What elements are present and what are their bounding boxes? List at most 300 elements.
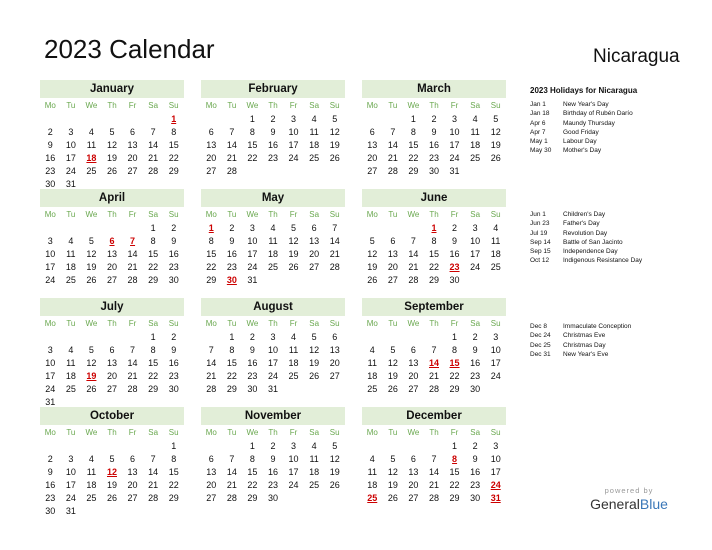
day-cell[interactable]: 29 (148, 275, 159, 285)
day-cell[interactable]: 23 (168, 262, 179, 272)
day-cell[interactable]: 16 (449, 249, 460, 259)
day-cell[interactable]: 25 (86, 166, 97, 176)
day-cell[interactable]: 26 (387, 493, 398, 503)
holiday-day-cell[interactable]: 15 (449, 358, 460, 368)
day-cell[interactable]: 15 (247, 467, 258, 477)
day-cell[interactable]: 15 (408, 140, 419, 150)
day-cell[interactable]: 8 (150, 345, 156, 355)
day-cell[interactable]: 20 (106, 262, 117, 272)
day-cell[interactable]: 20 (408, 480, 419, 490)
day-cell[interactable]: 18 (309, 467, 320, 477)
day-cell[interactable]: 12 (86, 249, 97, 259)
day-cell[interactable]: 23 (428, 153, 439, 163)
day-cell[interactable]: 11 (491, 236, 501, 246)
day-cell[interactable]: 18 (470, 140, 481, 150)
day-cell[interactable]: 28 (206, 384, 217, 394)
day-cell[interactable]: 23 (470, 371, 481, 381)
day-cell[interactable]: 30 (267, 493, 278, 503)
day-cell[interactable]: 4 (68, 236, 74, 246)
day-cell[interactable]: 19 (309, 358, 320, 368)
day-cell[interactable]: 4 (493, 223, 499, 233)
day-cell[interactable]: 23 (247, 371, 258, 381)
day-cell[interactable]: 5 (88, 345, 94, 355)
day-cell[interactable]: 3 (493, 441, 499, 451)
day-cell[interactable]: 30 (45, 506, 56, 516)
holiday-day-cell[interactable]: 14 (428, 358, 439, 368)
day-cell[interactable]: 26 (387, 384, 398, 394)
day-cell[interactable]: 10 (65, 467, 76, 477)
day-cell[interactable]: 28 (428, 493, 439, 503)
day-cell[interactable]: 17 (247, 249, 258, 259)
day-cell[interactable]: 23 (267, 153, 278, 163)
day-cell[interactable]: 24 (45, 275, 56, 285)
day-cell[interactable]: 23 (267, 480, 278, 490)
day-cell[interactable]: 8 (249, 454, 255, 464)
day-cell[interactable]: 15 (148, 249, 159, 259)
day-cell[interactable]: 5 (369, 236, 375, 246)
day-cell[interactable]: 27 (387, 275, 398, 285)
day-cell[interactable]: 11 (288, 345, 299, 355)
day-cell[interactable]: 9 (472, 454, 478, 464)
day-cell[interactable]: 3 (493, 332, 499, 342)
day-cell[interactable]: 24 (45, 384, 56, 394)
day-cell[interactable]: 3 (68, 454, 74, 464)
day-cell[interactable]: 28 (148, 493, 159, 503)
day-cell[interactable]: 26 (106, 166, 117, 176)
day-cell[interactable]: 5 (332, 114, 338, 124)
day-cell[interactable]: 26 (106, 493, 117, 503)
day-cell[interactable]: 2 (229, 223, 235, 233)
day-cell[interactable]: 15 (168, 467, 179, 477)
day-cell[interactable]: 19 (329, 140, 340, 150)
day-cell[interactable]: 29 (408, 166, 419, 176)
day-cell[interactable]: 20 (329, 358, 340, 368)
day-cell[interactable]: 13 (127, 140, 138, 150)
day-cell[interactable]: 22 (449, 371, 460, 381)
day-cell[interactable]: 21 (148, 153, 159, 163)
day-cell[interactable]: 27 (206, 166, 217, 176)
day-cell[interactable]: 2 (452, 223, 458, 233)
day-cell[interactable]: 12 (329, 454, 340, 464)
day-cell[interactable]: 26 (288, 262, 299, 272)
day-cell[interactable]: 1 (150, 223, 156, 233)
day-cell[interactable]: 5 (88, 236, 94, 246)
day-cell[interactable]: 6 (130, 127, 136, 137)
day-cell[interactable]: 27 (106, 384, 117, 394)
day-cell[interactable]: 25 (367, 384, 378, 394)
day-cell[interactable]: 7 (431, 345, 437, 355)
day-cell[interactable]: 31 (267, 384, 278, 394)
day-cell[interactable]: 24 (65, 166, 76, 176)
day-cell[interactable]: 4 (68, 345, 74, 355)
day-cell[interactable]: 31 (65, 179, 76, 189)
day-cell[interactable]: 29 (449, 384, 460, 394)
day-cell[interactable]: 6 (208, 127, 214, 137)
day-cell[interactable]: 23 (45, 493, 56, 503)
day-cell[interactable]: 21 (127, 262, 138, 272)
day-cell[interactable]: 20 (127, 480, 138, 490)
day-cell[interactable]: 12 (288, 236, 299, 246)
day-cell[interactable]: 25 (65, 384, 76, 394)
day-cell[interactable]: 12 (387, 467, 398, 477)
day-cell[interactable]: 16 (168, 358, 179, 368)
day-cell[interactable]: 31 (449, 166, 460, 176)
holiday-day-cell[interactable]: 31 (490, 493, 501, 503)
day-cell[interactable]: 7 (332, 223, 338, 233)
day-cell[interactable]: 16 (267, 467, 278, 477)
day-cell[interactable]: 24 (288, 480, 299, 490)
day-cell[interactable]: 5 (291, 223, 297, 233)
day-cell[interactable]: 22 (449, 480, 460, 490)
day-cell[interactable]: 24 (470, 262, 481, 272)
holiday-day-cell[interactable]: 23 (449, 262, 460, 272)
holiday-day-cell[interactable]: 24 (490, 480, 501, 490)
day-cell[interactable]: 6 (410, 345, 416, 355)
day-cell[interactable]: 3 (472, 223, 478, 233)
day-cell[interactable]: 17 (288, 467, 299, 477)
day-cell[interactable]: 19 (387, 480, 398, 490)
day-cell[interactable]: 28 (387, 166, 398, 176)
day-cell[interactable]: 14 (408, 249, 419, 259)
day-cell[interactable]: 7 (229, 127, 235, 137)
day-cell[interactable]: 29 (168, 493, 179, 503)
day-cell[interactable]: 7 (410, 236, 416, 246)
day-cell[interactable]: 29 (428, 275, 439, 285)
day-cell[interactable]: 26 (309, 371, 320, 381)
day-cell[interactable]: 6 (390, 236, 396, 246)
day-cell[interactable]: 27 (206, 493, 217, 503)
day-cell[interactable]: 20 (408, 371, 419, 381)
day-cell[interactable]: 1 (452, 441, 458, 451)
day-cell[interactable]: 7 (431, 454, 437, 464)
day-cell[interactable]: 12 (329, 127, 340, 137)
day-cell[interactable]: 11 (86, 467, 97, 477)
day-cell[interactable]: 14 (428, 467, 439, 477)
day-cell[interactable]: 19 (387, 371, 398, 381)
holiday-day-cell[interactable]: 18 (86, 153, 97, 163)
day-cell[interactable]: 15 (168, 140, 179, 150)
day-cell[interactable]: 29 (449, 493, 460, 503)
day-cell[interactable]: 9 (171, 236, 177, 246)
day-cell[interactable]: 17 (288, 140, 299, 150)
day-cell[interactable]: 3 (249, 223, 255, 233)
day-cell[interactable]: 29 (148, 384, 159, 394)
day-cell[interactable]: 2 (270, 441, 276, 451)
day-cell[interactable]: 12 (490, 127, 501, 137)
day-cell[interactable]: 12 (387, 358, 398, 368)
day-cell[interactable]: 21 (127, 371, 138, 381)
day-cell[interactable]: 11 (367, 358, 377, 368)
day-cell[interactable]: 11 (268, 236, 278, 246)
day-cell[interactable]: 15 (226, 358, 237, 368)
day-cell[interactable]: 25 (288, 371, 299, 381)
day-cell[interactable]: 14 (226, 467, 237, 477)
day-cell[interactable]: 22 (226, 371, 237, 381)
day-cell[interactable]: 1 (249, 114, 255, 124)
day-cell[interactable]: 8 (452, 345, 458, 355)
day-cell[interactable]: 21 (206, 371, 217, 381)
holiday-day-cell[interactable]: 1 (171, 114, 177, 124)
day-cell[interactable]: 13 (329, 345, 340, 355)
day-cell[interactable]: 27 (329, 371, 340, 381)
day-cell[interactable]: 4 (270, 223, 276, 233)
day-cell[interactable]: 15 (449, 467, 460, 477)
day-cell[interactable]: 9 (270, 127, 276, 137)
day-cell[interactable]: 4 (472, 114, 478, 124)
day-cell[interactable]: 30 (168, 384, 179, 394)
day-cell[interactable]: 19 (106, 153, 117, 163)
day-cell[interactable]: 5 (493, 114, 499, 124)
day-cell[interactable]: 26 (86, 275, 97, 285)
day-cell[interactable]: 17 (267, 358, 278, 368)
day-cell[interactable]: 18 (309, 140, 320, 150)
day-cell[interactable]: 24 (247, 262, 258, 272)
holiday-day-cell[interactable]: 7 (130, 236, 136, 246)
day-cell[interactable]: 18 (288, 358, 299, 368)
day-cell[interactable]: 29 (226, 384, 237, 394)
day-cell[interactable]: 24 (490, 371, 501, 381)
day-cell[interactable]: 7 (208, 345, 214, 355)
day-cell[interactable]: 5 (332, 441, 338, 451)
day-cell[interactable]: 8 (410, 127, 416, 137)
day-cell[interactable]: 2 (270, 114, 276, 124)
day-cell[interactable]: 22 (168, 480, 179, 490)
day-cell[interactable]: 13 (367, 140, 378, 150)
day-cell[interactable]: 16 (470, 358, 481, 368)
day-cell[interactable]: 16 (226, 249, 237, 259)
day-cell[interactable]: 9 (47, 140, 53, 150)
day-cell[interactable]: 17 (65, 153, 76, 163)
day-cell[interactable]: 3 (270, 332, 276, 342)
day-cell[interactable]: 8 (249, 127, 255, 137)
day-cell[interactable]: 19 (490, 140, 501, 150)
day-cell[interactable]: 4 (311, 441, 317, 451)
day-cell[interactable]: 12 (309, 345, 320, 355)
day-cell[interactable]: 13 (408, 358, 419, 368)
day-cell[interactable]: 21 (226, 480, 237, 490)
day-cell[interactable]: 31 (45, 397, 56, 407)
day-cell[interactable]: 28 (226, 166, 237, 176)
day-cell[interactable]: 8 (208, 236, 214, 246)
day-cell[interactable]: 10 (490, 345, 501, 355)
day-cell[interactable]: 16 (247, 358, 258, 368)
day-cell[interactable]: 4 (291, 332, 297, 342)
day-cell[interactable]: 15 (206, 249, 217, 259)
day-cell[interactable]: 13 (206, 467, 217, 477)
day-cell[interactable]: 10 (45, 358, 56, 368)
day-cell[interactable]: 25 (309, 480, 320, 490)
day-cell[interactable]: 14 (387, 140, 398, 150)
day-cell[interactable]: 20 (367, 153, 378, 163)
day-cell[interactable]: 1 (452, 332, 458, 342)
day-cell[interactable]: 28 (329, 262, 340, 272)
day-cell[interactable]: 13 (127, 467, 138, 477)
day-cell[interactable]: 8 (150, 236, 156, 246)
day-cell[interactable]: 21 (387, 153, 398, 163)
day-cell[interactable]: 12 (86, 358, 97, 368)
day-cell[interactable]: 25 (470, 153, 481, 163)
day-cell[interactable]: 9 (472, 345, 478, 355)
day-cell[interactable]: 11 (470, 127, 480, 137)
day-cell[interactable]: 26 (86, 384, 97, 394)
day-cell[interactable]: 9 (171, 345, 177, 355)
day-cell[interactable]: 25 (86, 493, 97, 503)
day-cell[interactable]: 4 (88, 127, 94, 137)
day-cell[interactable]: 2 (171, 332, 177, 342)
day-cell[interactable]: 28 (226, 493, 237, 503)
day-cell[interactable]: 7 (150, 127, 156, 137)
day-cell[interactable]: 22 (247, 480, 258, 490)
day-cell[interactable]: 3 (291, 114, 297, 124)
day-cell[interactable]: 24 (449, 153, 460, 163)
day-cell[interactable]: 22 (428, 262, 439, 272)
day-cell[interactable]: 10 (65, 140, 76, 150)
day-cell[interactable]: 27 (106, 275, 117, 285)
day-cell[interactable]: 30 (45, 179, 56, 189)
day-cell[interactable]: 25 (65, 275, 76, 285)
day-cell[interactable]: 18 (367, 480, 378, 490)
day-cell[interactable]: 12 (367, 249, 378, 259)
day-cell[interactable]: 5 (390, 345, 396, 355)
day-cell[interactable]: 26 (367, 275, 378, 285)
day-cell[interactable]: 11 (367, 467, 377, 477)
day-cell[interactable]: 7 (150, 454, 156, 464)
day-cell[interactable]: 17 (45, 371, 56, 381)
day-cell[interactable]: 13 (309, 236, 320, 246)
day-cell[interactable]: 2 (249, 332, 255, 342)
day-cell[interactable]: 30 (470, 384, 481, 394)
day-cell[interactable]: 5 (390, 454, 396, 464)
day-cell[interactable]: 30 (470, 493, 481, 503)
day-cell[interactable]: 2 (171, 223, 177, 233)
day-cell[interactable]: 2 (472, 332, 478, 342)
day-cell[interactable]: 22 (168, 153, 179, 163)
day-cell[interactable]: 26 (490, 153, 501, 163)
day-cell[interactable]: 9 (270, 454, 276, 464)
day-cell[interactable]: 21 (408, 262, 419, 272)
day-cell[interactable]: 21 (428, 371, 439, 381)
day-cell[interactable]: 19 (329, 467, 340, 477)
day-cell[interactable]: 12 (106, 140, 117, 150)
day-cell[interactable]: 4 (88, 454, 94, 464)
day-cell[interactable]: 3 (291, 441, 297, 451)
day-cell[interactable]: 20 (206, 480, 217, 490)
day-cell[interactable]: 17 (490, 358, 501, 368)
day-cell[interactable]: 20 (309, 249, 320, 259)
day-cell[interactable]: 16 (267, 140, 278, 150)
day-cell[interactable]: 27 (408, 384, 419, 394)
day-cell[interactable]: 28 (127, 275, 138, 285)
day-cell[interactable]: 27 (309, 262, 320, 272)
day-cell[interactable]: 22 (247, 153, 258, 163)
day-cell[interactable]: 6 (109, 345, 115, 355)
day-cell[interactable]: 30 (247, 384, 258, 394)
day-cell[interactable]: 5 (109, 454, 115, 464)
day-cell[interactable]: 7 (130, 345, 136, 355)
day-cell[interactable]: 10 (490, 454, 501, 464)
brand-logo[interactable] (588, 486, 670, 512)
day-cell[interactable]: 2 (47, 127, 53, 137)
day-cell[interactable]: 10 (470, 236, 481, 246)
day-cell[interactable]: 3 (452, 114, 458, 124)
day-cell[interactable]: 14 (127, 358, 138, 368)
day-cell[interactable]: 27 (127, 493, 138, 503)
day-cell[interactable]: 27 (408, 493, 419, 503)
day-cell[interactable]: 18 (65, 262, 76, 272)
day-cell[interactable]: 29 (247, 493, 258, 503)
day-cell[interactable]: 13 (106, 358, 117, 368)
day-cell[interactable]: 20 (387, 262, 398, 272)
day-cell[interactable]: 18 (65, 371, 76, 381)
day-cell[interactable]: 23 (45, 166, 56, 176)
day-cell[interactable]: 16 (45, 153, 56, 163)
day-cell[interactable]: 3 (47, 236, 53, 246)
day-cell[interactable]: 1 (249, 441, 255, 451)
day-cell[interactable]: 18 (490, 249, 501, 259)
day-cell[interactable]: 25 (309, 153, 320, 163)
day-cell[interactable]: 21 (226, 153, 237, 163)
day-cell[interactable]: 16 (470, 467, 481, 477)
day-cell[interactable]: 1 (171, 441, 177, 451)
day-cell[interactable]: 4 (369, 454, 375, 464)
day-cell[interactable]: 1 (150, 332, 156, 342)
day-cell[interactable]: 22 (148, 262, 159, 272)
day-cell[interactable]: 13 (408, 467, 419, 477)
day-cell[interactable]: 19 (106, 480, 117, 490)
day-cell[interactable]: 13 (206, 140, 217, 150)
day-cell[interactable]: 3 (47, 345, 53, 355)
holiday-day-cell[interactable]: 8 (452, 454, 458, 464)
day-cell[interactable]: 4 (369, 345, 375, 355)
day-cell[interactable]: 6 (332, 332, 338, 342)
day-cell[interactable]: 8 (229, 345, 235, 355)
day-cell[interactable]: 13 (106, 249, 117, 259)
holiday-day-cell[interactable]: 12 (106, 467, 117, 477)
day-cell[interactable]: 21 (329, 249, 340, 259)
day-cell[interactable]: 23 (470, 480, 481, 490)
holiday-day-cell[interactable]: 1 (208, 223, 214, 233)
day-cell[interactable]: 6 (410, 454, 416, 464)
day-cell[interactable]: 23 (226, 262, 237, 272)
day-cell[interactable]: 24 (267, 371, 278, 381)
day-cell[interactable]: 8 (171, 127, 177, 137)
day-cell[interactable]: 21 (148, 480, 159, 490)
day-cell[interactable]: 27 (127, 166, 138, 176)
day-cell[interactable]: 9 (249, 345, 255, 355)
day-cell[interactable]: 14 (148, 140, 159, 150)
day-cell[interactable]: 15 (428, 249, 439, 259)
day-cell[interactable]: 16 (168, 249, 179, 259)
day-cell[interactable]: 20 (206, 153, 217, 163)
day-cell[interactable]: 28 (148, 166, 159, 176)
day-cell[interactable]: 8 (431, 236, 437, 246)
day-cell[interactable]: 11 (86, 140, 97, 150)
day-cell[interactable]: 26 (329, 480, 340, 490)
day-cell[interactable]: 10 (288, 127, 299, 137)
day-cell[interactable]: 8 (171, 454, 177, 464)
day-cell[interactable]: 11 (66, 249, 76, 259)
day-cell[interactable]: 28 (127, 384, 138, 394)
day-cell[interactable]: 29 (168, 166, 179, 176)
day-cell[interactable]: 15 (247, 140, 258, 150)
day-cell[interactable]: 15 (148, 358, 159, 368)
day-cell[interactable]: 20 (127, 153, 138, 163)
day-cell[interactable]: 31 (65, 506, 76, 516)
day-cell[interactable]: 10 (267, 345, 278, 355)
day-cell[interactable]: 11 (66, 358, 76, 368)
day-cell[interactable]: 30 (168, 275, 179, 285)
day-cell[interactable]: 9 (229, 236, 235, 246)
